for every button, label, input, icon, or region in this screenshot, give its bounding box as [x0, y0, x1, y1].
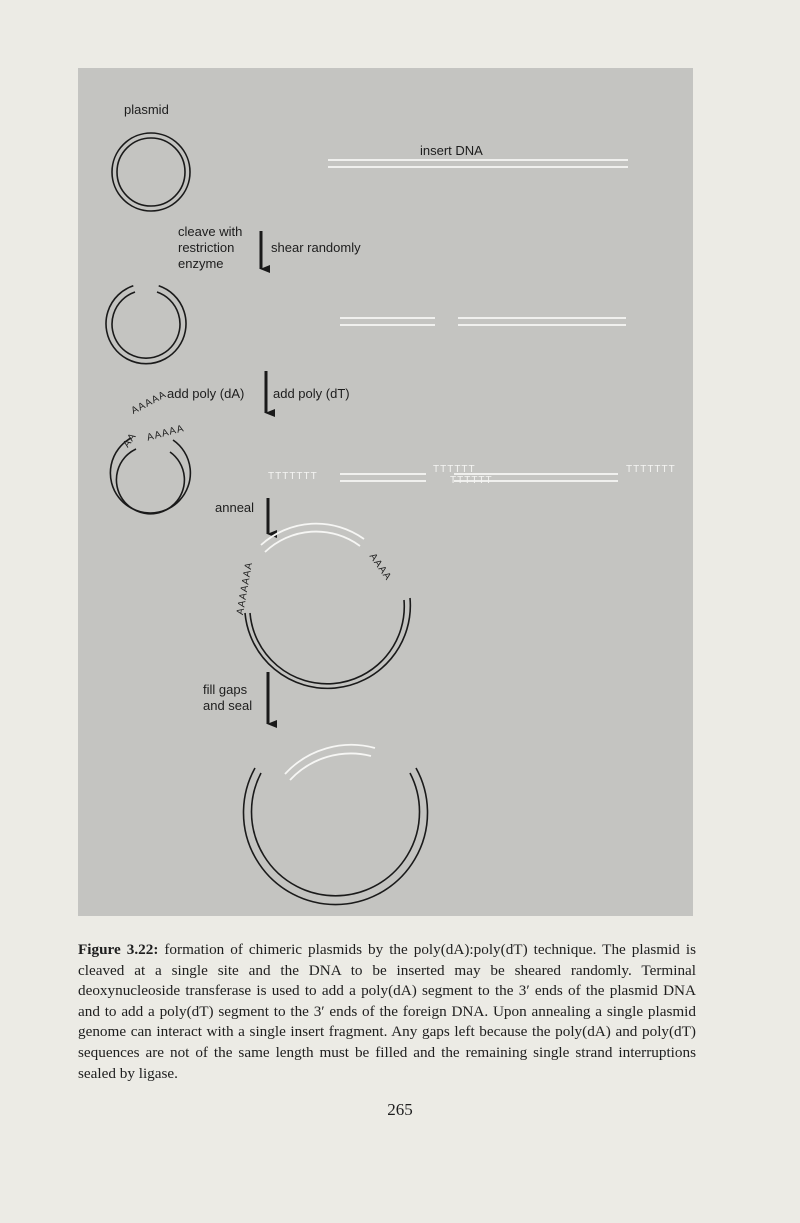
plasmid-polyA-tail-small: AA	[121, 430, 139, 450]
anneal-label: anneal	[215, 500, 255, 515]
add-poly-dt-label: add poly (dT)	[273, 386, 350, 401]
insert-polyT-tail-2: TTTTTT	[433, 464, 476, 475]
figure-caption	[78, 940, 696, 1084]
annealed-hybrid-circle	[245, 524, 410, 689]
insert-polyT-tail-3: TTTTTT	[450, 475, 493, 486]
and-seal-label: and seal	[203, 698, 253, 713]
enzyme-label: enzyme	[178, 256, 224, 271]
add-poly-da-label: add poly (dA)	[167, 386, 245, 401]
insert-dna-label: insert DNA	[420, 143, 483, 158]
page-number: 265	[387, 1100, 413, 1119]
restriction-label: restriction	[178, 240, 235, 255]
figure-label: Figure 3.22:	[78, 941, 159, 958]
cleave-with-label: cleave with	[178, 224, 243, 239]
cleaved-plasmid	[106, 286, 186, 364]
annealed-polyA-left: AAAAAAA	[235, 560, 256, 616]
caption-text: formation of chimeric plasmids by the poly(dA):poly(dT) technique. The plasmid is cleaved at a single site and the DNA to be inserted may be sheared randomly. Terminal deoxynucleoside transferase is used to add a poly(dA) segment to the 3′ ends of the plasmid DNA and to add a poly(dT) segment to the 3′ ends of the foreign DNA. Upon annealing a single plasmid genome can interact with a single insert fragment. Any gaps left because the poly(dA) and poly(dT) sequences are not of the same length must be filled and the remaining single strand interruptions sealed by ligase.	[78, 941, 696, 1082]
intact-plasmid-circle	[112, 133, 190, 211]
fill-gaps-label: fill gaps	[203, 682, 248, 697]
recombinant-plasmid	[243, 745, 427, 905]
insert-polyT-tail-4: TTTTTTT	[626, 464, 676, 475]
diagram-graphics	[78, 68, 693, 916]
figure-panel	[78, 68, 693, 916]
plasmid-label: plasmid	[124, 102, 169, 117]
insert-dna-duplex	[328, 160, 628, 167]
tailed-plasmid	[110, 438, 190, 514]
insert-polyT-tail-1: TTTTTTT	[268, 471, 318, 482]
plasmid-polyA-tail-lower: AAAAA	[145, 423, 186, 444]
sheared-insert-fragments	[340, 318, 626, 325]
plasmid-polyA-tail-upper: AAAAA	[129, 389, 169, 417]
shear-randomly-label: shear randomly	[271, 240, 361, 255]
annealed-polyA-right: AAAA	[366, 551, 394, 583]
